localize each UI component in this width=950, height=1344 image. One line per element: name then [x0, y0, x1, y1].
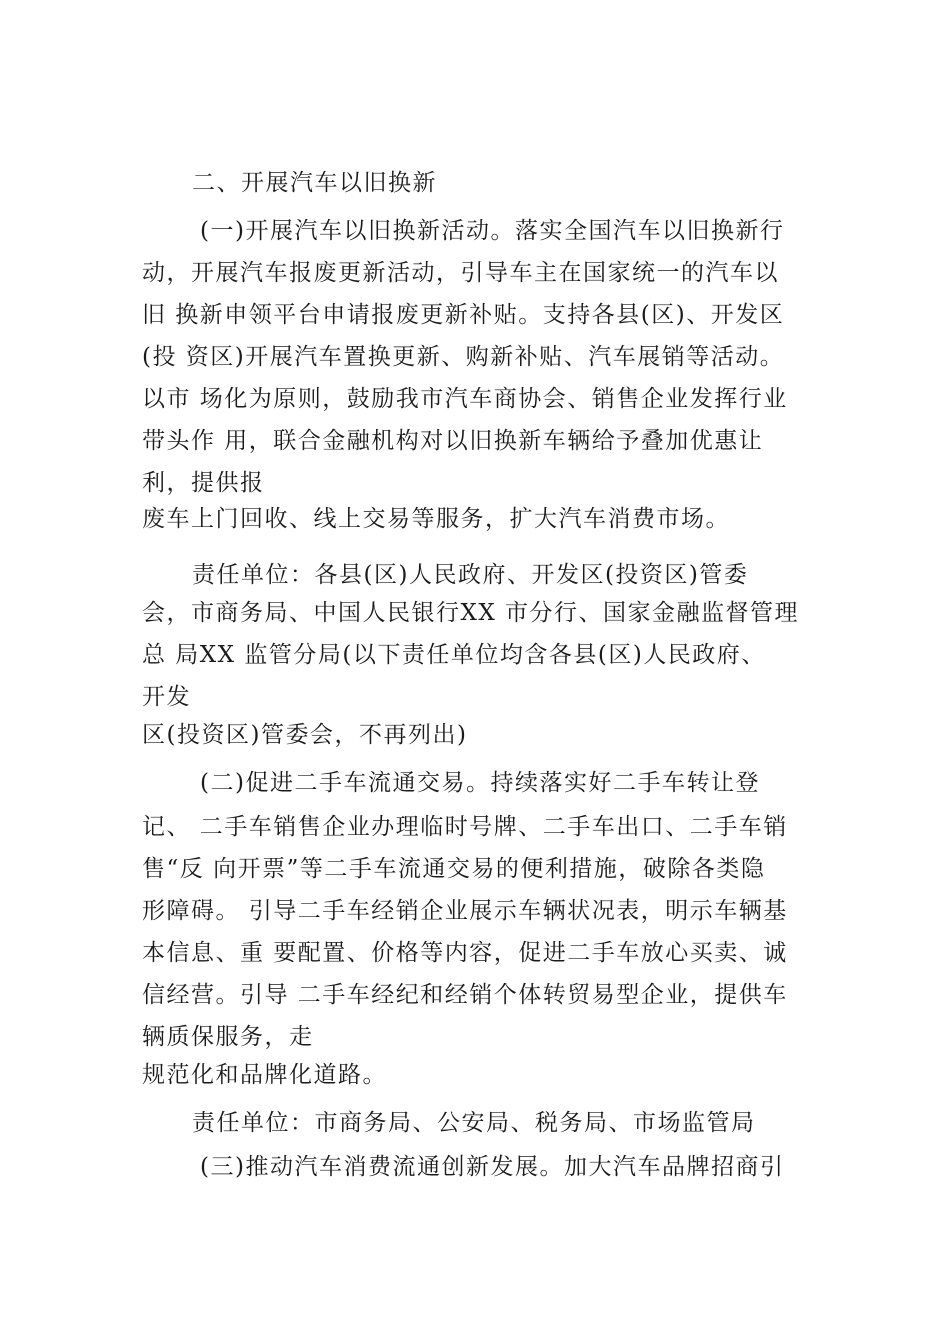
- responsibility-line: 区(投资区)管委会，不再列出): [142, 722, 468, 748]
- paragraph-line: (三)推动汽车消费流通创新发展。加大汽车品牌招商引: [200, 1154, 785, 1180]
- paragraph-line: 带头作 用，联合金融机构对以旧换新车辆给予叠加优惠让: [142, 428, 764, 454]
- paragraph-line: 辆质保服务，走: [142, 1024, 314, 1050]
- paragraph-line: 规范化和品牌化道路。: [142, 1062, 387, 1088]
- paragraph-line: 记、 二手车销售企业办理临时号牌、二手车出口、二手车销: [142, 814, 788, 840]
- paragraph-line: 利，提供报: [142, 470, 265, 496]
- paragraph-line: (一)开展汽车以旧换新活动。落实全国汽车以旧换新行: [200, 218, 785, 244]
- paragraph-line: (投 资区)开展汽车置换更新、购新补贴、汽车展销等活动。: [142, 344, 785, 370]
- responsibility-line: 责任单位：各县(区)人民政府、开发区(投资区)管委: [192, 562, 749, 588]
- paragraph-line: 动，开展汽车报废更新活动，引导车主在国家统一的汽车以: [142, 260, 779, 286]
- paragraph-line: 以市 场化为原则，鼓励我市汽车商协会、销售企业发挥行业: [142, 386, 788, 412]
- paragraph-line: (二)促进二手车流通交易。持续落实好二手车转让登: [200, 770, 760, 796]
- paragraph-line: 废车上门回收、线上交易等服务，扩大汽车消费市场。: [142, 506, 730, 532]
- section-heading: 二、开展汽车以旧换新: [192, 170, 437, 196]
- paragraph-line: 信经营。引导 二手车经纪和经销个体转贸易型企业，提供车: [142, 982, 788, 1008]
- paragraph-line: 本信息、重 要配置、价格等内容，促进二手车放心买卖、诚: [142, 940, 788, 966]
- paragraph-line: 旧 换新申领平台申请报废更新补贴。支持各县(区)、开发区: [142, 302, 785, 328]
- responsibility-line: 开发: [142, 684, 191, 710]
- responsibility-line: 责任单位：市商务局、公安局、税务局、市场监管局: [192, 1110, 756, 1136]
- responsibility-line: 会，市商务局、中国人民银行XX 市分行、国家金融监督管理: [142, 600, 800, 626]
- paragraph-line: 售“反 向开票”等二手车流通交易的便利措施，破除各类隐: [142, 856, 766, 882]
- responsibility-line: 总 局XX 监管分局(以下责任单位均含各县(区)人民政府、: [142, 642, 766, 668]
- paragraph-line: 形障碍。 引导二手车经销企业展示车辆状况表，明示车辆基: [142, 898, 788, 924]
